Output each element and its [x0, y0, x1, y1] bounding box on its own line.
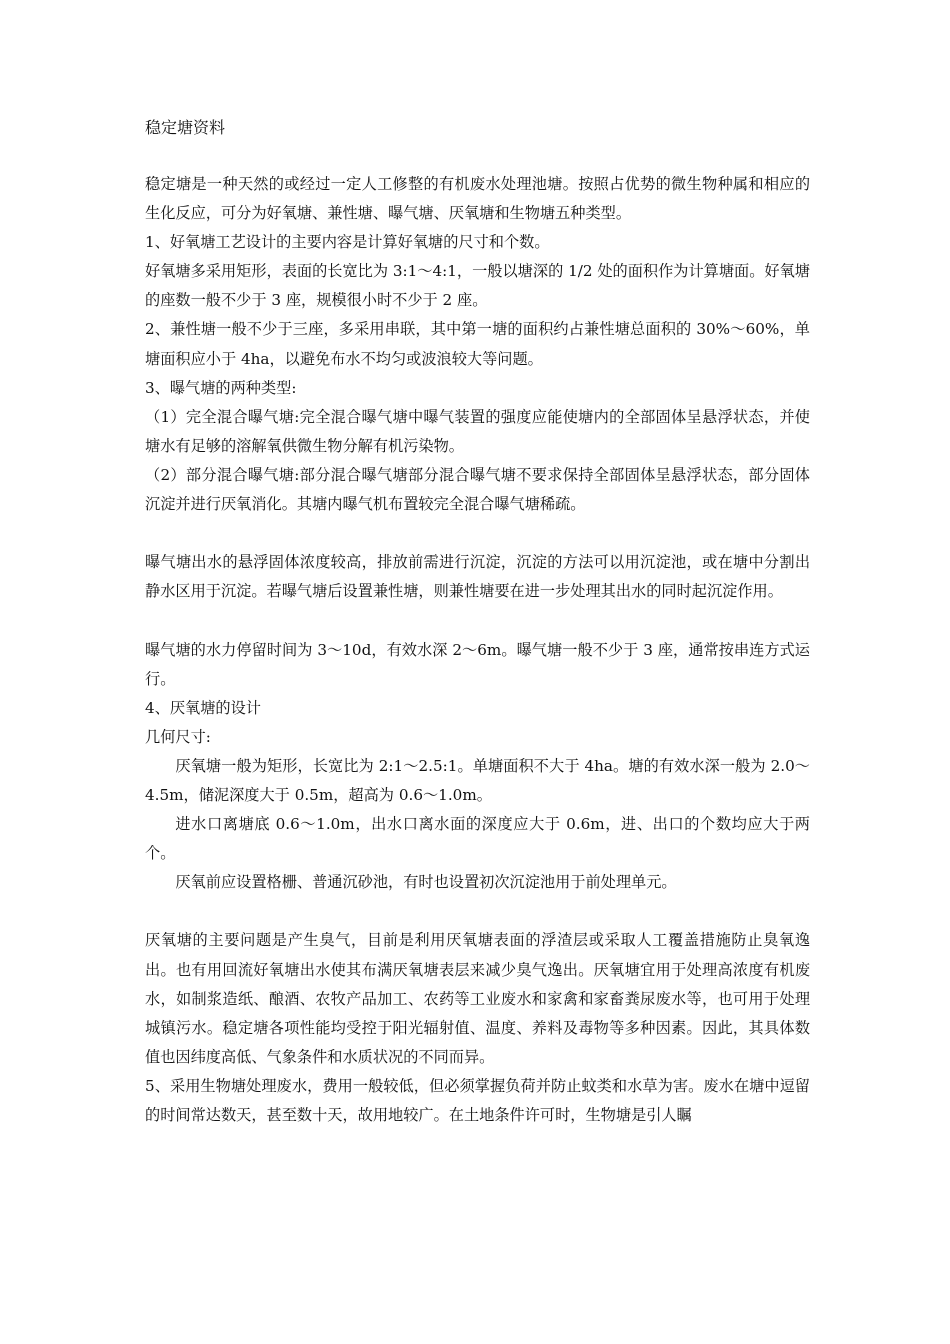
paragraph-complete-mix: （1）完全混合曝气塘:完全混合曝气塘中曝气装置的强度应能使塘内的全部固体呈悬浮状态，并使塘水有足够的溶解氧供微生物分解有机污染物。 — [145, 407, 810, 455]
paragraph-biological-pond: 5、采用生物塘处理废水，费用一般较低，但必须掌握负荷并防止蚊类和水草为害。废水在塘中逗留的时间常达数天，甚至数十天，故用地较广。在土地条件许可时，生物塘是引人瞩 — [145, 1076, 810, 1124]
paragraph-intro: 稳定塘是一种天然的或经过一定人工修整的有机废水处理池塘。按照占优势的微生物种属和相应的生化反应，可分为好氧塘、兼性塘、曝气塘、厌氧塘和生物塘五种类型。 — [145, 175, 810, 223]
paragraph-aerated-effluent: 曝气塘出水的悬浮固体浓度较高，排放前需进行沉淀，沉淀的方法可以用沉淀池，或在塘中分割出静水区用于沉淀。若曝气塘后设置兼性塘，则兼性塘要在进一步处理其出水的同时起沉淀作用。 — [145, 553, 810, 601]
blank-line — [145, 519, 810, 548]
document-body — [145, 170, 810, 1130]
document-title: 稳定塘资料 — [145, 118, 226, 137]
paragraph-facultative: 2、兼性塘一般不少于三座，多采用串联，其中第一塘的面积约占兼性塘总面积的 30%～60%，单塘面积应小于 4ha，以避免布水不均匀或波浪较大等问题。 — [145, 320, 810, 368]
paragraph-aerobic-design: 好氧塘多采用矩形，表面的长宽比为 3:1～4:1，一般以塘深的 1/2 处的面积作为计算塘面。好氧塘的座数一般不少于 3 座，规模很小时不少于 2 座。 — [145, 262, 810, 310]
blank-line — [145, 606, 810, 635]
paragraph-aerated-heading: 3、曝气塘的两种类型: — [145, 378, 297, 397]
paragraph-anaerobic-dimensions: 厌氧塘一般为矩形，长宽比为 2:1～2.5:1。单塘面积不大于 4ha。塘的有效水深一般为 2.0～4.5m，储泥深度大于 0.5m，超高为 0.6～1.0m。 — [145, 756, 810, 804]
paragraph-aerobic-heading: 1、好氧塘工艺设计的主要内容是计算好氧塘的尺寸和个数。 — [145, 233, 550, 252]
paragraph-inlet-outlet: 进水口离塘底 0.6～1.0m，出水口离水面的深度应大于 0.6m，进、出口的个数均应大于两个。 — [145, 815, 810, 863]
paragraph-anaerobic-odor: 厌氧塘的主要问题是产生臭气，目前是利用厌氧塘表面的浮渣层或采取人工覆盖措施防止臭氧逸出。也有用回流好氧塘出水使其布满厌氧塘表层来减少臭气逸出。厌氧塘宜用于处理高浓度有机废水，如制浆造纸、酿酒、农牧产品加工、农药等工业废水和家禽和家畜粪尿废水等，也可用于处理城镇污水。稳定塘各项性能均受控于阳光辐射值、温度、养料及毒物等多种因素。因此，其具体数值也因纬度高低、气象条件和水质状况的不同而异。 — [145, 931, 810, 1066]
paragraph-anaerobic-heading: 4、厌氧塘的设计 — [145, 698, 261, 717]
paragraph-aerated-retention: 曝气塘的水力停留时间为 3～10d，有效水深 2～6m。曝气塘一般不少于 3 座，通常按串连方式运行。 — [145, 640, 810, 688]
paragraph-pretreatment: 厌氧前应设置格栅、普通沉砂池，有时也设置初次沉淀池用于前处理单元。 — [175, 873, 677, 892]
blank-line — [145, 897, 810, 926]
paragraph-geometry-heading: 几何尺寸: — [145, 727, 211, 746]
paragraph-partial-mix: （2）部分混合曝气塘:部分混合曝气塘部分混合曝气塘不要求保持全部固体呈悬浮状态，部分固体沉淀并进行厌氧消化。其塘内曝气机布置较完全混合曝气塘稀疏。 — [145, 465, 810, 514]
